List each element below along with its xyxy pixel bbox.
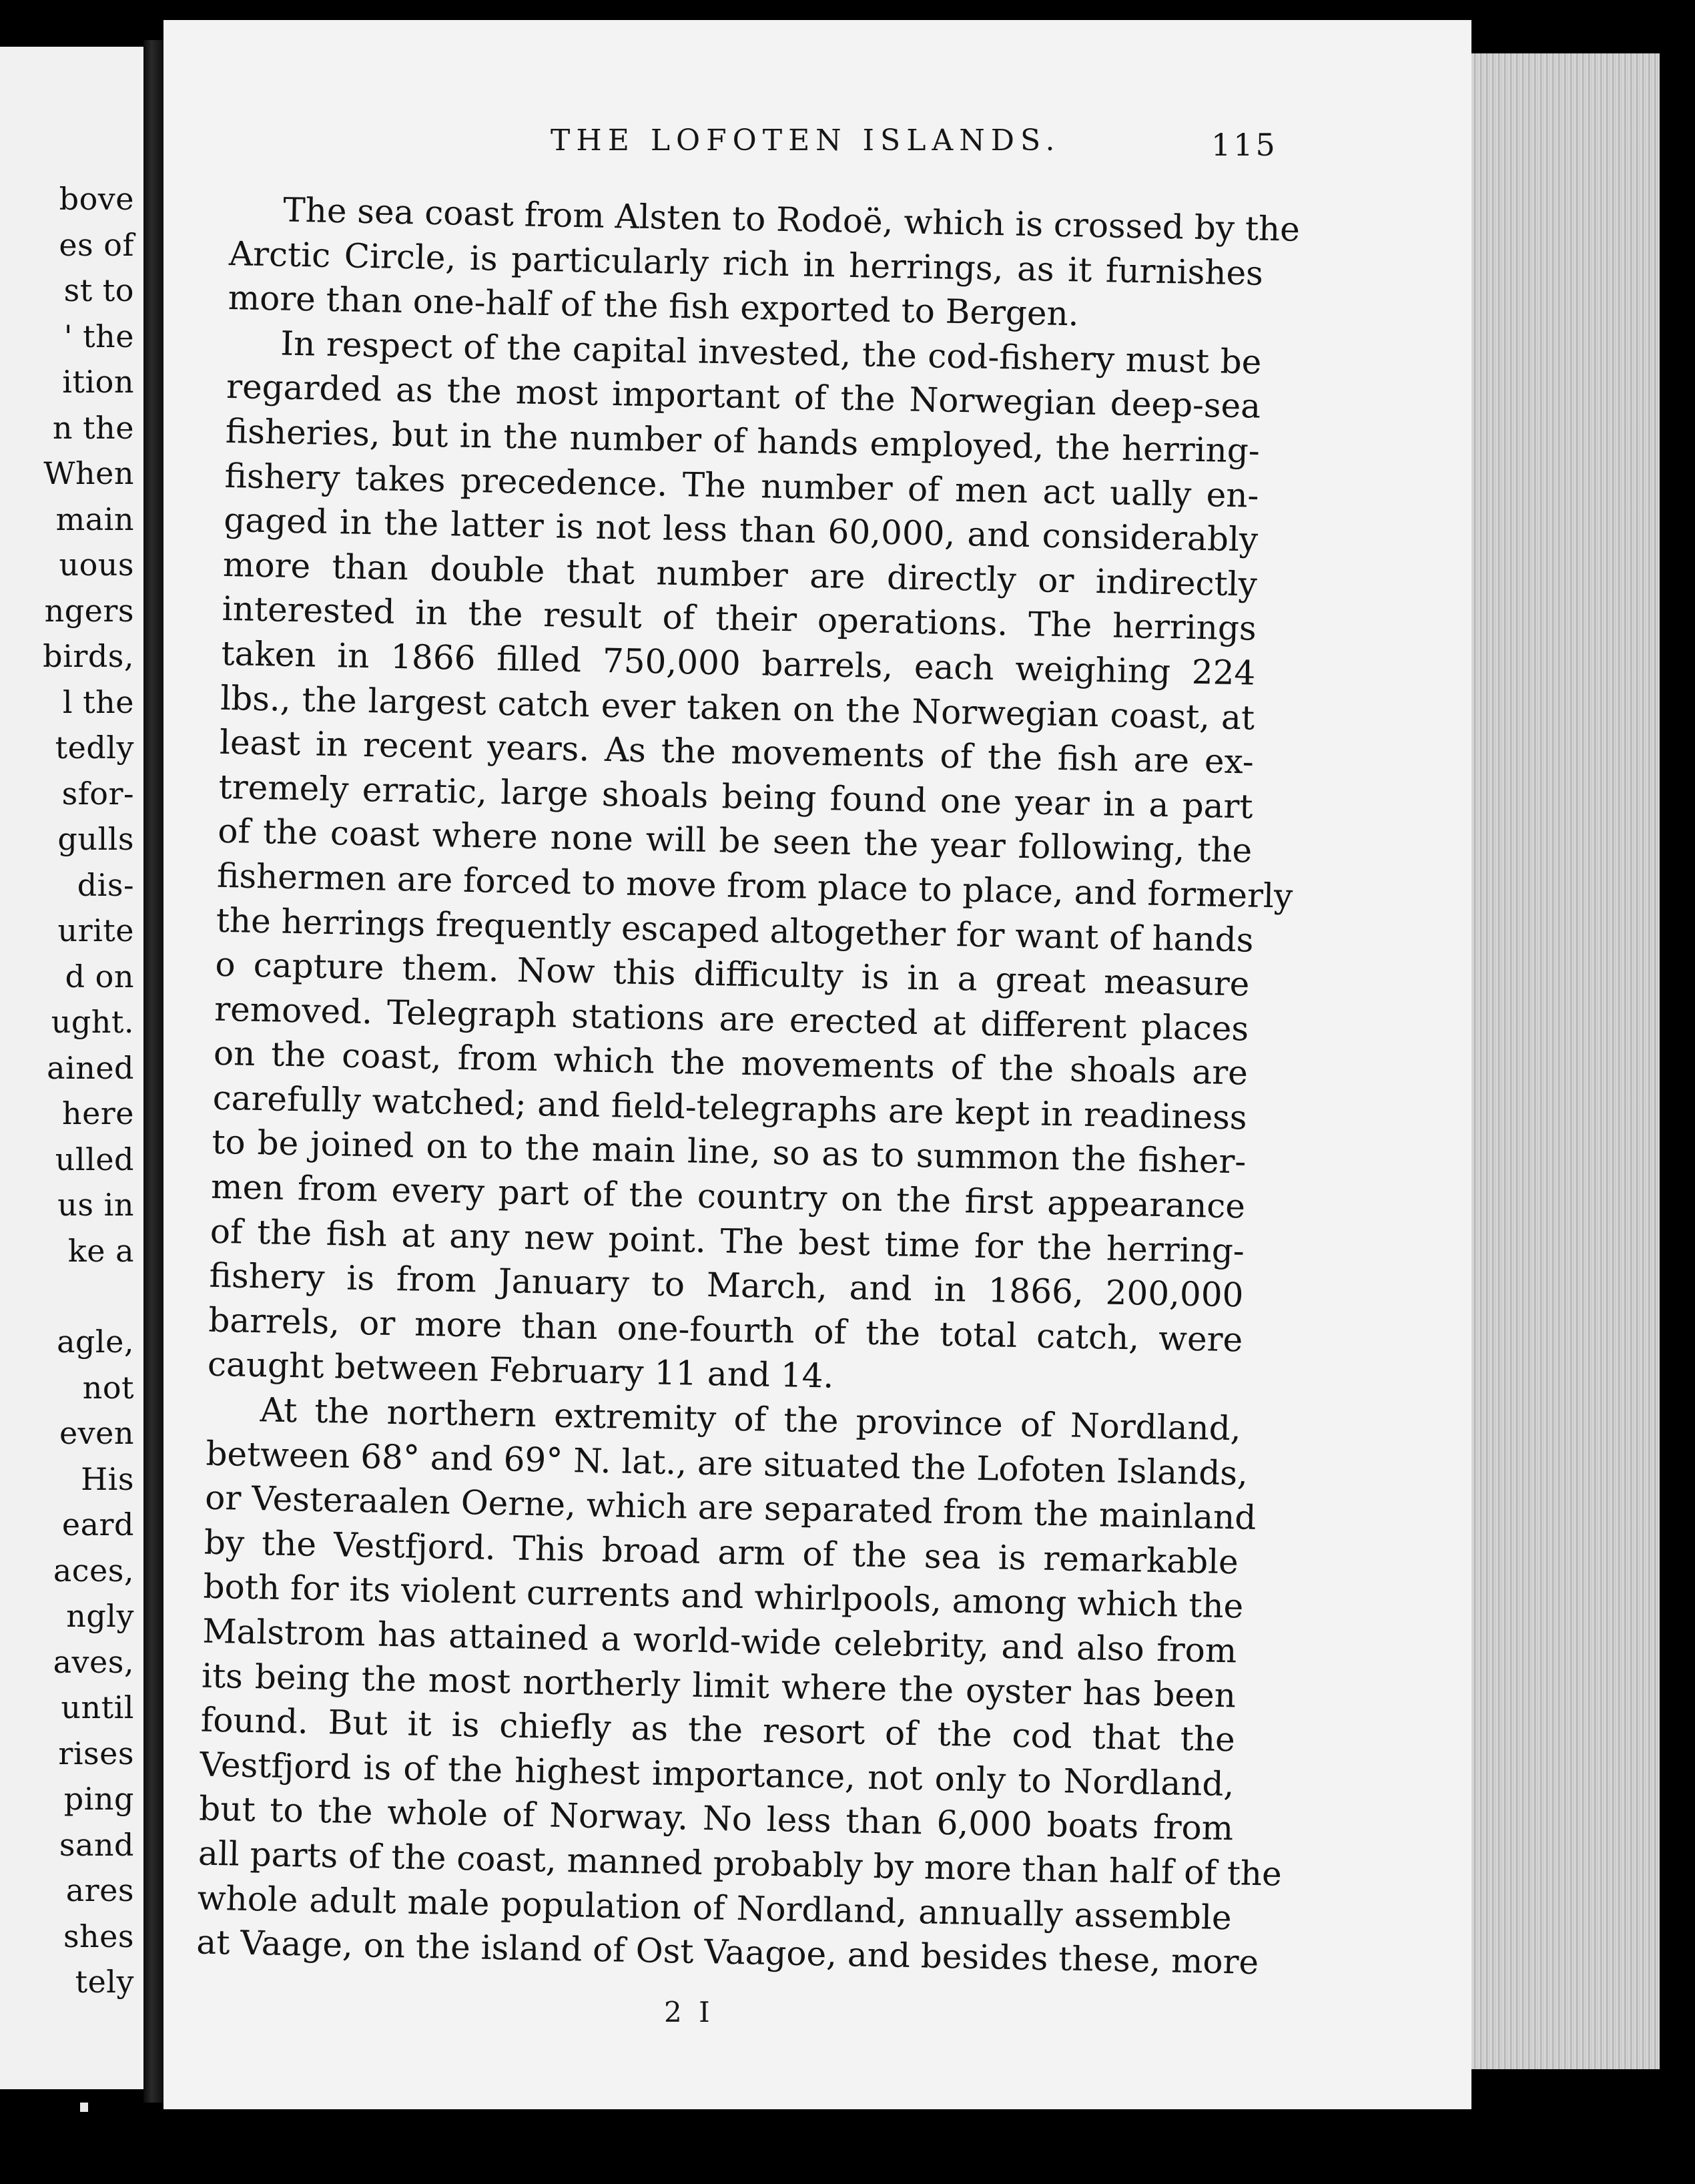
text-line: Malstrom has attained a world-wide celebrity, and also from bbox=[202, 1611, 1237, 1671]
text-line: to be joined on to the main line, so as to summon the fisher- bbox=[211, 1123, 1247, 1181]
text-line: fisheries, but in the number of hands employed, the herring- bbox=[225, 411, 1261, 471]
left-page-text-fragment: gulls bbox=[57, 821, 134, 857]
text-line: whole adult male population of Nordland, annually assemble bbox=[197, 1878, 1233, 1937]
text-line: At the northern extremity of the province of Nordland, bbox=[260, 1390, 1242, 1448]
left-page-text-fragment: dis- bbox=[77, 866, 134, 903]
text-line: carefully watched; and field-telegraphs are kept in readiness bbox=[212, 1078, 1248, 1137]
book-gutter bbox=[143, 40, 163, 2103]
left-page-text-fragment: His bbox=[81, 1460, 134, 1497]
left-page-text-fragment: ained bbox=[47, 1049, 134, 1086]
text-line: more than one-half of the fish exported to Bergen. bbox=[228, 278, 1080, 334]
text-line: gaged in the latter is not less than 60,000, and considerably bbox=[223, 501, 1259, 559]
left-page-text-fragment: here bbox=[61, 1095, 134, 1131]
left-page-text-fragment: ping bbox=[63, 1781, 134, 1817]
left-page-text-fragment: aves, bbox=[53, 1643, 134, 1680]
text-line: but to the whole of Norway. No less than 6,000 boats from bbox=[198, 1789, 1234, 1848]
left-page-text-fragment: ' the bbox=[63, 318, 134, 354]
left-page-text-fragment: When bbox=[43, 455, 134, 491]
page-number: 115 bbox=[1211, 127, 1278, 163]
left-page-text-fragment: ught. bbox=[51, 1004, 134, 1040]
text-line: all parts of the coast, manned probably by more than half of the bbox=[198, 1834, 1283, 1894]
left-page-text-fragment: not bbox=[82, 1369, 134, 1406]
left-page-text-fragment: n the bbox=[52, 409, 134, 446]
text-line: barrels, or more than one-fourth of the total catch, were bbox=[208, 1300, 1243, 1360]
text-line: regarded as the most important of the Norwegian deep-sea bbox=[226, 367, 1261, 427]
left-page-text-fragment: urite bbox=[57, 912, 134, 948]
text-line: fishery takes precedence. The number of men act ually en- bbox=[224, 456, 1259, 515]
left-page-text-fragment: main bbox=[55, 501, 134, 537]
text-line: fishery is from January to March, and in 1866, 200,000 bbox=[209, 1256, 1244, 1315]
left-page-text-fragment: sand bbox=[59, 1826, 134, 1863]
left-page-text-fragment: us in bbox=[57, 1187, 134, 1223]
left-page-text-fragment: ition bbox=[62, 364, 134, 400]
left-page-text-fragment: sfor- bbox=[61, 775, 134, 812]
left-page-text-fragment: eard bbox=[61, 1507, 134, 1543]
body-text bbox=[196, 187, 1301, 1984]
left-page-text-fragment: ares bbox=[65, 1872, 134, 1908]
left-page-text-fragment: birds, bbox=[43, 638, 134, 674]
text-line: at Vaage, on the island of Ost Vaagoe, and besides these, more bbox=[196, 1922, 1259, 1982]
text-line: least in recent years. As the movements of the fish are ex- bbox=[219, 722, 1255, 782]
left-page-text-fragment: rises bbox=[58, 1735, 134, 1771]
page-edges bbox=[1458, 53, 1660, 2069]
text-line: Arctic Circle, is particularly rich in herrings, as it furnishes bbox=[228, 234, 1264, 293]
left-page-text-fragment: aces, bbox=[53, 1552, 134, 1589]
left-page-text-fragment: shes bbox=[63, 1918, 134, 1954]
text-line: of the coast where none will be seen the year following, the bbox=[217, 812, 1253, 870]
left-page-text-fragment: es of bbox=[59, 226, 134, 263]
printer-signature-mark: 2 I bbox=[664, 1996, 714, 2028]
left-page-text-fragment: st to bbox=[63, 272, 134, 308]
text-line: between 68° and 69° N. lat., are situated the Lofoten Islands, bbox=[206, 1434, 1249, 1493]
text-line: removed. Telegraph stations are erected at different places bbox=[214, 989, 1249, 1049]
text-line: by the Vestfjord. This broad arm of the sea is remarkable bbox=[204, 1523, 1239, 1582]
text-line: or Vesteraalen Oerne, which are separated from the mainland bbox=[204, 1478, 1257, 1538]
text-line: on the coast, from which the movements of the shoals are bbox=[213, 1034, 1249, 1093]
left-page-text-fragment: until bbox=[61, 1689, 134, 1725]
left-page-text-fragment: agle, bbox=[57, 1324, 134, 1360]
left-page-text-fragment: d on bbox=[65, 958, 134, 995]
text-line: o capture them. Now this difficulty is in a great measure bbox=[215, 944, 1250, 1004]
text-line: taken in 1866 filled 750,000 barrels, each weighing 224 bbox=[221, 633, 1256, 693]
left-page-text-fragment: l the bbox=[62, 684, 134, 720]
text-line: tremely erratic, large shoals being found one year in a part bbox=[218, 767, 1254, 826]
text-line: of the fish at any new point. The best time for the herring- bbox=[210, 1211, 1245, 1271]
text-line: both for its violent currents and whirlpools, among which the bbox=[203, 1567, 1244, 1626]
left-page-text-fragment: even bbox=[59, 1415, 134, 1451]
text-line: caught between February 11 and 14. bbox=[207, 1345, 834, 1396]
scan-artifact-mark bbox=[80, 2103, 88, 2112]
text-line: more than double that number are directly or indirectly bbox=[222, 545, 1258, 604]
left-page-text-fragment: bove bbox=[59, 181, 134, 217]
left-page-text-fragment: uous bbox=[59, 547, 134, 583]
left-page-text-fragment: ulled bbox=[55, 1141, 134, 1177]
text-line: In respect of the capital invested, the cod-fishery must be bbox=[280, 324, 1262, 382]
left-page-text-fragment: ngers bbox=[44, 592, 134, 629]
text-line: fishermen are forced to move from place to place, and formerly bbox=[216, 856, 1293, 916]
text-line: the herrings frequently escaped altogether for want of hands bbox=[216, 900, 1254, 960]
text-line: its being the most northerly limit where the oyster has been bbox=[201, 1656, 1237, 1715]
left-page-text-fragment: tedly bbox=[55, 730, 134, 766]
book-page bbox=[163, 20, 1471, 2109]
text-line: lbs., the largest catch ever taken on the Norwegian coast, at bbox=[220, 678, 1255, 738]
left-page-text-fragment: ke a bbox=[67, 1232, 134, 1269]
text-line: The sea coast from Alsten to Rodoë, which is crossed by the bbox=[282, 190, 1301, 249]
text-line: interested in the result of their operations. The herrings bbox=[222, 589, 1257, 648]
running-head: THE LOFOTEN ISLANDS. bbox=[551, 123, 1061, 158]
left-page-text-fragment: ngly bbox=[66, 1598, 134, 1634]
left-page-text-fragment: tely bbox=[75, 1964, 134, 2000]
text-line: men from every part of the country on the first appearance bbox=[210, 1167, 1246, 1226]
previous-page-edge bbox=[0, 47, 147, 2089]
text-line: found. But it is chiefly as the resort of the cod that the bbox=[200, 1700, 1236, 1759]
text-line: Vestfjord is of the highest importance, not only to Nordland, bbox=[200, 1745, 1235, 1804]
